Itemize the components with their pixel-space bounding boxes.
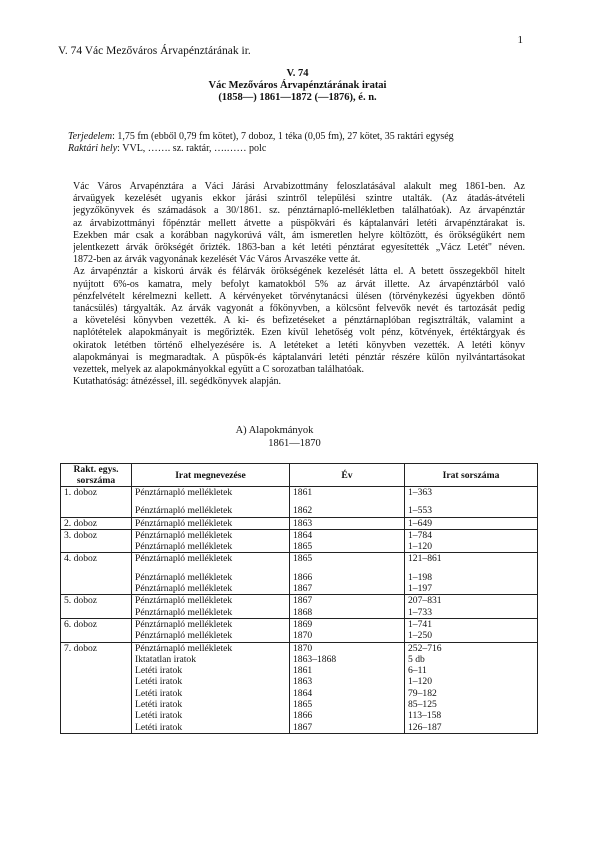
name-cell bbox=[132, 595, 290, 619]
box-label: 7. doboz bbox=[64, 642, 98, 654]
title-line-2: Vác Mezőváros Árvapénztárának iratai bbox=[208, 80, 387, 91]
record-name: Pénztárnapló mellékletek bbox=[135, 571, 233, 583]
title-line-3: (1858—) 1861—1872 (—1876), é. n. bbox=[218, 92, 377, 103]
record-number: 5 db bbox=[408, 653, 425, 665]
record-name: Pénztárnapló mellékletek bbox=[135, 487, 233, 498]
record-year: 1865 bbox=[293, 553, 313, 565]
extent-label: Terjedelem bbox=[68, 131, 113, 142]
record-year: 1865 bbox=[293, 699, 313, 711]
record-name: Letéti iratok bbox=[135, 699, 183, 711]
location-label: Raktári hely bbox=[68, 143, 118, 154]
page-number: 1 bbox=[517, 34, 523, 46]
body-line: alapokmányai is megmaradtak. A püspök-és káptalanvári letéti pénztár részére külön nyilvántartásokat bbox=[73, 351, 525, 363]
body-line: naplótételek alapokmányait is megőrizték. Ezen kívül lehetőség volt pénz, kötvények, értéktárgyak és bbox=[73, 327, 525, 339]
record-number: 126–187 bbox=[408, 721, 442, 733]
section-title: A) Alapokmányok bbox=[235, 425, 314, 436]
document-title bbox=[0, 68, 595, 104]
box-cell bbox=[61, 595, 132, 619]
box-cell bbox=[61, 642, 132, 733]
row-spacer bbox=[135, 565, 286, 572]
number-cell bbox=[405, 529, 538, 553]
record-year: 1863–1868 bbox=[293, 653, 337, 665]
record-number: 1–553 bbox=[408, 505, 432, 517]
number-cell bbox=[405, 642, 538, 733]
record-year: 1864 bbox=[293, 529, 313, 541]
record-year: 1870 bbox=[293, 630, 313, 642]
table-row bbox=[61, 618, 538, 642]
location-value: : VVL, ……. sz. raktár, ….…… polc bbox=[117, 143, 267, 154]
name-cell bbox=[132, 517, 290, 529]
box-label: 4. doboz bbox=[64, 553, 98, 565]
record-year: 1868 bbox=[293, 606, 313, 618]
record-number: 1–120 bbox=[408, 541, 432, 553]
box-label: 6. doboz bbox=[64, 618, 98, 630]
body-line: Az árvapénztár a kiskorú árvák és félárvák örökségének kezelését látta el. A betett összegekből hitelt bbox=[73, 266, 525, 278]
table-row bbox=[61, 642, 538, 733]
record-number: 1–250 bbox=[408, 630, 432, 642]
row-spacer bbox=[135, 498, 286, 505]
record-number: 113–158 bbox=[408, 710, 442, 722]
body-line: pénzfelvételt kérelmezni kellett. A kérvényeket törvénytanácsi ülésen (törvénykezési ügyekben döntő bbox=[73, 290, 525, 302]
year-cell bbox=[290, 517, 405, 529]
table-row bbox=[61, 553, 538, 595]
record-year: 1867 bbox=[293, 583, 313, 595]
year-cell bbox=[290, 487, 405, 518]
record-number: 1–120 bbox=[408, 676, 432, 688]
record-number: 207–831 bbox=[408, 595, 442, 607]
number-cell bbox=[405, 553, 538, 595]
body-line: Ezekben már csak a korábban nagykorúvá vált, ám ismeretlen helyre költözött, és örökségükért nem bbox=[73, 229, 525, 241]
box-cell bbox=[61, 553, 132, 595]
record-name: Letéti iratok bbox=[135, 665, 183, 677]
record-year: 1861 bbox=[293, 665, 313, 677]
body-line: jelentkezett árvák örökségét őrizték. 1863-ban a két letéti pénztárat egyesítették „Vácz Letét" néven. bbox=[73, 242, 525, 254]
record-year: 1867 bbox=[293, 721, 313, 733]
row-spacer bbox=[293, 565, 401, 572]
year-cell bbox=[290, 529, 405, 553]
record-year: 1864 bbox=[293, 687, 313, 699]
box-cell bbox=[61, 517, 132, 529]
record-number: 1–197 bbox=[408, 583, 432, 595]
row-spacer bbox=[408, 565, 534, 572]
row-spacer bbox=[293, 498, 401, 505]
record-number: 1–649 bbox=[408, 517, 432, 529]
name-cell bbox=[132, 618, 290, 642]
year-cell bbox=[290, 595, 405, 619]
location-line bbox=[68, 143, 454, 155]
metadata-block bbox=[68, 131, 454, 155]
body-line: a követelési könyvben vezették. A ki- és befizetéseket a pénztárnaplóban regisztrálták, valamint a bbox=[73, 315, 525, 327]
body-line: Kutathatóság: átnézéssel, ill. segédkönyvek alapján. bbox=[73, 376, 281, 388]
record-year: 1861 bbox=[293, 487, 313, 498]
record-number: 252–716 bbox=[408, 642, 442, 654]
body-line: vezettek, melyek az alapokmányokkal együtt a C sorozatban találhatóak. bbox=[73, 364, 364, 376]
name-cell bbox=[132, 642, 290, 733]
box-label: 1. doboz bbox=[64, 487, 98, 498]
record-name: Letéti iratok bbox=[135, 676, 183, 688]
box-label: 3. doboz bbox=[64, 529, 98, 541]
record-number: 79–182 bbox=[408, 687, 437, 699]
table-row bbox=[61, 487, 538, 518]
record-number: 121–861 bbox=[408, 553, 442, 565]
extent-line bbox=[68, 131, 454, 143]
table-header-row bbox=[61, 464, 538, 487]
col-header-name: Irat megnevezése bbox=[132, 464, 290, 487]
record-name: Letéti iratok bbox=[135, 687, 183, 699]
box-cell bbox=[61, 487, 132, 518]
number-cell bbox=[405, 517, 538, 529]
body-line: jegyzőkönyvek és számadások a 30/1861. sz. pénztárnapló-mellékletben találhatóak). Az árvapénztár bbox=[73, 205, 525, 217]
record-year: 1867 bbox=[293, 595, 313, 607]
number-cell bbox=[405, 487, 538, 518]
name-cell bbox=[132, 553, 290, 595]
table-row bbox=[61, 517, 538, 529]
record-name: Pénztárnapló mellékletek bbox=[135, 529, 233, 541]
body-line: okiratok letétben történő elhelyezésére is. A letéteket a letéti könyvben vezették. A letéti könyv bbox=[73, 339, 525, 351]
record-name: Letéti iratok bbox=[135, 721, 183, 733]
section-heading bbox=[0, 424, 595, 450]
col-header-year: Év bbox=[290, 464, 405, 487]
record-year: 1863 bbox=[293, 676, 313, 688]
record-name: Iktatatlan iratok bbox=[135, 653, 197, 665]
record-number: 1–733 bbox=[408, 606, 432, 618]
record-name: Pénztárnapló mellékletek bbox=[135, 541, 233, 553]
record-name: Pénztárnapló mellékletek bbox=[135, 606, 233, 618]
record-year: 1866 bbox=[293, 710, 313, 722]
record-name: Letéti iratok bbox=[135, 710, 183, 722]
year-cell bbox=[290, 553, 405, 595]
table-row bbox=[61, 529, 538, 553]
record-name: Pénztárnapló mellékletek bbox=[135, 630, 233, 642]
body-line: 1872-ben az árvák vagyonának kezelését Vác Város Árvaszéke vette át. bbox=[73, 254, 361, 266]
col-header-number: Irat sorszáma bbox=[405, 464, 538, 487]
number-cell bbox=[405, 595, 538, 619]
record-number: 1–363 bbox=[408, 487, 432, 498]
year-cell bbox=[290, 618, 405, 642]
box-label: 5. doboz bbox=[64, 595, 98, 607]
record-year: 1862 bbox=[293, 505, 313, 517]
record-year: 1866 bbox=[293, 571, 313, 583]
section-years: 1861—1870 bbox=[268, 438, 321, 449]
body-line: Vác Város Árvapénztára a Váci Járási Árvabizottmány feloszlatásával alakult meg 1861-ben. Az bbox=[73, 181, 525, 192]
record-name: Pénztárnapló mellékletek bbox=[135, 618, 233, 630]
box-label: 2. doboz bbox=[64, 517, 98, 529]
record-number: 1–784 bbox=[408, 529, 432, 541]
running-header: V. 74 Vác Mezőváros Árvapénztárának ir. bbox=[58, 45, 251, 57]
name-cell bbox=[132, 487, 290, 518]
title-line-1: V. 74 bbox=[286, 68, 309, 79]
record-year: 1865 bbox=[293, 541, 313, 553]
record-year: 1870 bbox=[293, 642, 313, 654]
name-cell bbox=[132, 529, 290, 553]
body-line: árvaügyek kezelését ugyanis ekkor járási szintről települési szintre utalták. (Az átadás-átvételi bbox=[73, 193, 525, 205]
record-year: 1863 bbox=[293, 517, 313, 529]
box-cell bbox=[61, 529, 132, 553]
record-number: 85–125 bbox=[408, 699, 437, 711]
row-spacer bbox=[408, 498, 534, 505]
number-cell bbox=[405, 618, 538, 642]
description-body bbox=[73, 181, 525, 388]
table-row bbox=[61, 595, 538, 619]
record-name: Pénztárnapló mellékletek bbox=[135, 595, 233, 607]
record-year: 1869 bbox=[293, 618, 313, 630]
col-header-box: Rakt. egys. sorszáma bbox=[61, 464, 132, 487]
body-line: az árvabizottmányi főpénztár mellett átvette a püspökvári és káptalanvári letéti árvapénztárakat is. bbox=[73, 217, 525, 229]
record-number: 1–198 bbox=[408, 571, 432, 583]
record-name: Pénztárnapló mellékletek bbox=[135, 642, 233, 654]
record-name: Pénztárnapló mellékletek bbox=[135, 505, 233, 517]
record-name: Pénztárnapló mellékletek bbox=[135, 517, 233, 529]
record-name: Pénztárnapló mellékletek bbox=[135, 553, 233, 565]
body-line: tanácsülés) tárgyalták. Az árvák vagyonát a főkönyvben, a kölcsönt felvevők nevét és tartozását pedig bbox=[73, 303, 525, 315]
year-cell bbox=[290, 642, 405, 733]
record-name: Pénztárnapló mellékletek bbox=[135, 583, 233, 595]
box-cell bbox=[61, 618, 132, 642]
extent-value: : 1,75 fm (ebből 0,79 fm kötet), 7 doboz, 1 téka (0,05 fm), 27 kötet, 35 raktári egység bbox=[112, 131, 454, 142]
record-number: 1–741 bbox=[408, 618, 432, 630]
record-number: 6–11 bbox=[408, 665, 427, 677]
body-line: nyújtott 6%-os kamatra, mely befolyt kamatokból 5% az árvát illette. Az árvapénztárból való bbox=[73, 278, 525, 290]
inventory-table bbox=[60, 463, 538, 734]
